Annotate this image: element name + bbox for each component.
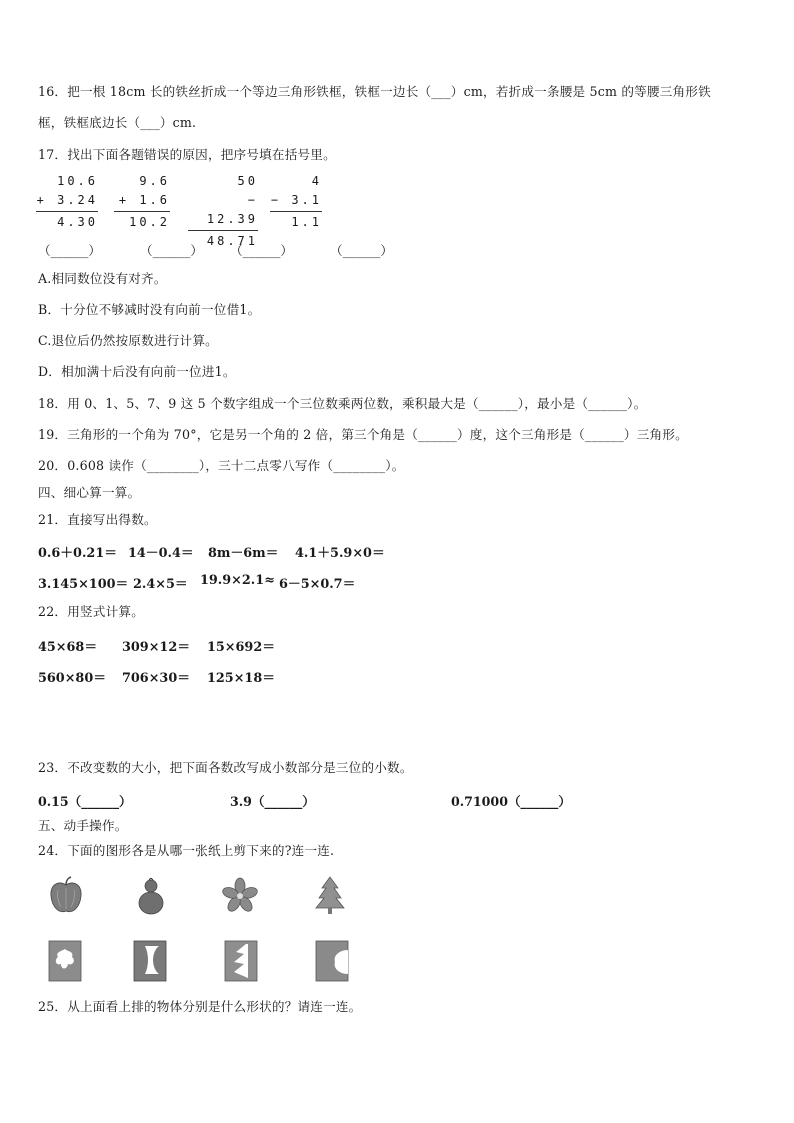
section-5-heading: 五、动手操作。 [38, 818, 128, 833]
answer-blank-4[interactable]: （______） [330, 243, 393, 258]
gourd-cutout-icon [135, 878, 167, 916]
option-d: D．相加满十后没有向前一位进1。 [38, 364, 236, 379]
question-20: 20．0.608 读作（________），三十二点零八写作（________）。 [38, 458, 405, 473]
calc-bottom: − 3.1 [270, 193, 322, 207]
q22-item: 15×692＝ [207, 640, 276, 655]
apple-cutout-icon [48, 876, 84, 916]
q21-item: 3.145×100＝ [38, 577, 129, 592]
calc-result: 4.30 [57, 215, 98, 229]
question-17-title: 17．找出下面各题错误的原因，把序号填在括号里。 [38, 147, 336, 162]
calc-bottom: + 3.24 [36, 193, 98, 207]
paper-with-flower-hole-icon [48, 940, 82, 982]
calc-top: 50 [237, 174, 258, 188]
q22-item: 125×18＝ [207, 671, 276, 686]
paper-with-zigzag-hole-icon [224, 940, 258, 982]
vertical-calc-4 [270, 172, 322, 232]
calc-bottom: − 12.39 [206, 193, 258, 226]
vertical-calc-1 [36, 172, 98, 232]
calc-rule [114, 211, 170, 212]
question-16-line-1: 16．把一根 18cm 长的铁丝折成一个等边三角形铁框，铁框一边长（___）cm，若折成一条腰是 5cm 的等腰三角形铁 [38, 84, 711, 99]
question-22-title: 22．用竖式计算。 [38, 604, 144, 619]
calc-rule [188, 230, 258, 231]
q22-item: 706×30＝ [122, 671, 191, 686]
vertical-calc-2 [114, 172, 170, 232]
calc-top: 9.6 [139, 174, 170, 188]
answer-blank-2[interactable]: （______） [140, 243, 203, 258]
option-b: B．十分位不够减时没有向前一位借1。 [38, 302, 261, 317]
calc-top: 4 [311, 174, 322, 188]
calc-bottom: + 1.6 [118, 193, 170, 207]
tree-cutout-icon [314, 876, 346, 916]
section-4-heading: 四、细心算一算。 [38, 485, 141, 500]
q21-item: 2.4×5＝ [133, 577, 188, 592]
q23-item[interactable]: 0.15（______） [38, 794, 132, 809]
q23-item[interactable]: 3.9（______） [230, 794, 315, 809]
question-23-title: 23．不改变数的大小，把下面各数改写成小数部分是三位的小数。 [38, 760, 413, 775]
q22-item: 309×12＝ [122, 640, 191, 655]
calc-rule [36, 211, 98, 212]
paper-with-crescent-hole-icon [133, 940, 167, 982]
q21-item: 14－0.4＝ [128, 546, 194, 561]
q21-item: 19.9×2.1≈ [200, 573, 275, 588]
calc-result: 10.2 [129, 215, 170, 229]
flower-cutout-icon [220, 877, 260, 915]
calc-result: 48.71 [206, 234, 258, 248]
q22-item: 560×80＝ [38, 671, 107, 686]
question-19: 19．三角形的一个角为 70°，它是另一个角的 2 倍，第三个角是（______）度，这个三角形是（______）三角形。 [38, 427, 688, 442]
option-a: A.相同数位没有对齐。 [38, 271, 167, 286]
calc-result: 1.1 [291, 215, 322, 229]
question-24-title: 24．下面的图形各是从哪一张纸上剪下来的?连一连. [38, 843, 335, 858]
question-18: 18．用 0、1、5、7、9 这 5 个数字组成一个三位数乘两位数，乘积最大是（______），最小是（______）。 [38, 396, 647, 411]
question-21-title: 21．直接写出得数。 [38, 512, 157, 527]
answer-blank-3[interactable]: （______） [230, 243, 293, 258]
q21-item: 8m－6m＝ [208, 546, 279, 561]
answer-blank-1[interactable]: （______） [38, 243, 101, 258]
option-c: C.退位后仍然按原数进行计算。 [38, 333, 218, 348]
question-25-title: 25．从上面看上排的物体分别是什么形状的？请连一连。 [38, 999, 362, 1014]
paper-with-apple-hole-icon [315, 940, 349, 982]
calc-top: 10.6 [57, 174, 98, 188]
q21-item: 6－5×0.7＝ [279, 577, 356, 592]
q21-item: 4.1＋5.9×0＝ [295, 546, 385, 561]
q23-item[interactable]: 0.71000（______） [451, 794, 571, 809]
q21-item: 0.6＋0.21＝ [38, 546, 118, 561]
calc-rule [270, 211, 322, 212]
q22-item: 45×68＝ [38, 640, 98, 655]
question-16-line-2: 框，铁框底边长（___）cm. [38, 115, 197, 130]
